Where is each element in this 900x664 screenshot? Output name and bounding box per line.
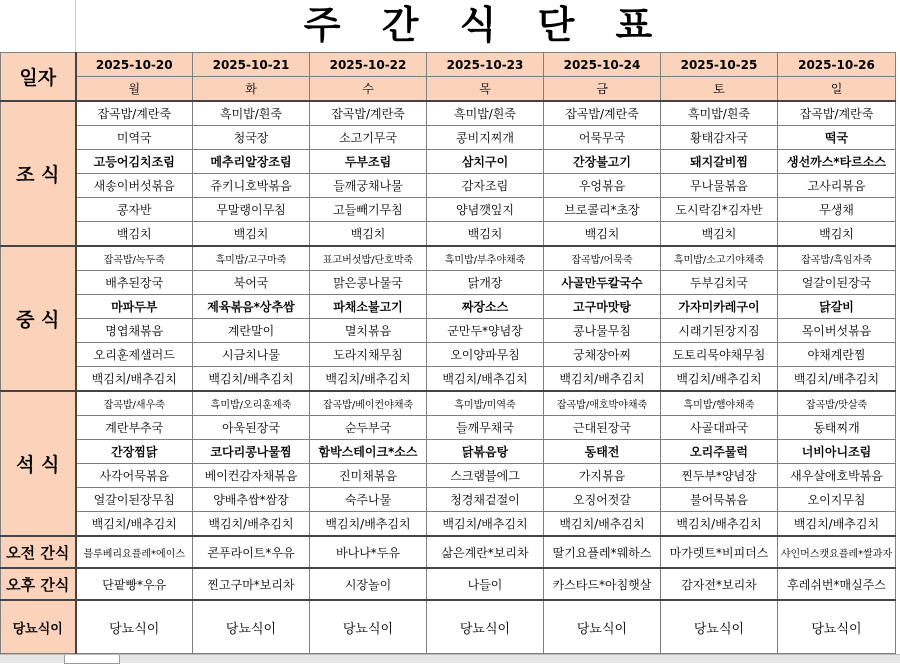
- breakfast-row: [1, 198, 896, 222]
- title-row: [0, 0, 900, 52]
- lunch-menu-cell: 잡곡밥/흑임자죽: [778, 246, 896, 271]
- lunch-menu-cell: 시래기된장지짐: [661, 319, 778, 343]
- lunch-menu-cell: 백김치/배추김치: [661, 367, 778, 392]
- snack_am-row: [1, 536, 896, 568]
- lunch-menu-cell: 고구마맛탕: [544, 295, 661, 319]
- dinner-menu-cell: 숙주나물: [310, 488, 427, 512]
- lunch-menu-cell: 흑미밥/소고기야채죽: [661, 246, 778, 271]
- date-row: [1, 53, 896, 77]
- diabetic-cell: 당뇨식이: [544, 600, 661, 654]
- dinner-menu-cell: 청경채겉절이: [427, 488, 544, 512]
- snack_am-cell: 블루베리요플레*에이스: [76, 536, 193, 568]
- breakfast-menu-cell: 어묵무국: [544, 126, 661, 150]
- dinner-menu-cell: 백김치/배추김치: [310, 512, 427, 537]
- lunch-row: [1, 246, 896, 271]
- sheet-tab-active[interactable]: [64, 655, 120, 664]
- snack_pm-cell: 나들이: [427, 568, 544, 600]
- breakfast-menu-cell: 새송이버섯볶음: [76, 174, 193, 198]
- breakfast-menu-cell: 백김치: [76, 222, 193, 247]
- breakfast-menu-cell: 흑미밥/흰죽: [661, 101, 778, 126]
- breakfast-menu-cell: 무생채: [778, 198, 896, 222]
- breakfast-menu-cell: 삼치구이: [427, 150, 544, 174]
- dinner-menu-cell: 불어묵볶음: [661, 488, 778, 512]
- diabetic-label: 당뇨식이: [1, 600, 76, 654]
- breakfast-menu-cell: 흑미밥/흰죽: [193, 101, 310, 126]
- snack_pm-cell: 찐고구마*보리차: [193, 568, 310, 600]
- dinner-menu-cell: 백김치/배추김치: [427, 512, 544, 537]
- date-cell: 2025-10-20: [76, 53, 193, 77]
- breakfast-menu-cell: 백김치: [544, 222, 661, 247]
- dinner-menu-cell: 오징어젓갈: [544, 488, 661, 512]
- snack_pm-cell: 감자전*보리차: [661, 568, 778, 600]
- breakfast-row: [1, 150, 896, 174]
- lunch-menu-cell: 닭개장: [427, 271, 544, 295]
- lunch-menu-cell: 야채계란찜: [778, 343, 896, 367]
- snack_pm-cell: 시장놀이: [310, 568, 427, 600]
- lunch-menu-cell: 백김치/배추김치: [778, 367, 896, 392]
- dinner-menu-cell: 새우살애호박볶음: [778, 464, 896, 488]
- lunch-menu-cell: 백김치/배추김치: [544, 367, 661, 392]
- dinner-menu-cell: 흑미밥/미역죽: [427, 391, 544, 416]
- snack_am-cell: 마가렛트*비피더스: [661, 536, 778, 568]
- lunch-menu-cell: 잡곡밥/어묵죽: [544, 246, 661, 271]
- snack_am-cell: 딸기요플레*웨하스: [544, 536, 661, 568]
- dinner-menu-cell: 간장찜닭: [76, 440, 193, 464]
- date-cell: 2025-10-22: [310, 53, 427, 77]
- dinner-menu-cell: 함박스테이크*소스: [310, 440, 427, 464]
- dinner-menu-cell: 백김치/배추김치: [193, 512, 310, 537]
- breakfast-menu-cell: 쥬키니호박볶음: [193, 174, 310, 198]
- breakfast-row: [1, 174, 896, 198]
- breakfast-menu-cell: 콩자반: [76, 198, 193, 222]
- dinner-menu-cell: 백김치/배추김치: [544, 512, 661, 537]
- day-cell: 토: [661, 77, 778, 102]
- dinner-menu-cell: 아욱된장국: [193, 416, 310, 440]
- lunch-menu-cell: 짜장소스: [427, 295, 544, 319]
- breakfast-menu-cell: 잡곡밥/계란죽: [310, 101, 427, 126]
- date-cell: 2025-10-26: [778, 53, 896, 77]
- lunch-menu-cell: 흑미밥/부추야채죽: [427, 246, 544, 271]
- dinner-menu-cell: 얼갈이된장무침: [76, 488, 193, 512]
- dinner-row: [1, 488, 896, 512]
- breakfast-menu-cell: 두부조림: [310, 150, 427, 174]
- lunch-menu-cell: 백김치/배추김치: [310, 367, 427, 392]
- diabetic-cell: 당뇨식이: [778, 600, 896, 654]
- breakfast-menu-cell: 감자조림: [427, 174, 544, 198]
- snack_pm-cell: 후레쉬번*매실주스: [778, 568, 896, 600]
- lunch-menu-cell: 맑은콩나물국: [310, 271, 427, 295]
- day-cell: 목: [427, 77, 544, 102]
- dinner-row: [1, 391, 896, 416]
- breakfast-menu-cell: 백김치: [661, 222, 778, 247]
- breakfast-menu-cell: 백김치: [778, 222, 896, 247]
- breakfast-menu-cell: 콩비지찌개: [427, 126, 544, 150]
- dinner-menu-cell: 근대된장국: [544, 416, 661, 440]
- lunch-menu-cell: 백김치/배추김치: [193, 367, 310, 392]
- day-cell: 수: [310, 77, 427, 102]
- dinner-menu-cell: 계란부추국: [76, 416, 193, 440]
- dinner-menu-cell: 잡곡밥/애호박야채죽: [544, 391, 661, 416]
- lunch-menu-cell: 두부김치국: [661, 271, 778, 295]
- date-cell: 2025-10-21: [193, 53, 310, 77]
- lunch-menu-cell: 백김치/배추김치: [427, 367, 544, 392]
- dinner-row: [1, 464, 896, 488]
- dinner-menu-cell: 진미채볶음: [310, 464, 427, 488]
- day-cell: 일: [778, 77, 896, 102]
- lunch-menu-cell: 오이양파무침: [427, 343, 544, 367]
- lunch-menu-cell: 궁채장아찌: [544, 343, 661, 367]
- lunch-menu-cell: 도라지채무침: [310, 343, 427, 367]
- breakfast-menu-cell: 도시락김*김자반: [661, 198, 778, 222]
- breakfast-menu-cell: 잡곡밥/계란죽: [544, 101, 661, 126]
- dinner-label: 석 식: [1, 391, 76, 536]
- snack_pm-label: 오후 간식: [1, 568, 76, 600]
- lunch-menu-cell: 북어국: [193, 271, 310, 295]
- breakfast-menu-cell: 황태감자국: [661, 126, 778, 150]
- breakfast-menu-cell: 간장불고기: [544, 150, 661, 174]
- dinner-menu-cell: 백김치/배추김치: [778, 512, 896, 537]
- breakfast-row: [1, 222, 896, 247]
- breakfast-menu-cell: 잡곡밥/계란죽: [76, 101, 193, 126]
- lunch-menu-cell: 백김치/배추김치: [76, 367, 193, 392]
- lunch-row: [1, 367, 896, 392]
- meal-table-body: [1, 53, 896, 654]
- snack_pm-cell: 카스타드*아침햇살: [544, 568, 661, 600]
- lunch-menu-cell: 멸치볶음: [310, 319, 427, 343]
- diabetic-cell: 당뇨식이: [661, 600, 778, 654]
- breakfast-menu-cell: 백김치: [310, 222, 427, 247]
- snack_am-cell: 바나나*두유: [310, 536, 427, 568]
- dinner-row: [1, 416, 896, 440]
- dinner-menu-cell: 너비아니조림: [778, 440, 896, 464]
- dinner-menu-cell: 코다리콩나물찜: [193, 440, 310, 464]
- lunch-menu-cell: 계란말이: [193, 319, 310, 343]
- dinner-menu-cell: 동태찌개: [778, 416, 896, 440]
- lunch-row: [1, 319, 896, 343]
- date-cell: 2025-10-25: [661, 53, 778, 77]
- dinner-menu-cell: 닭볶음탕: [427, 440, 544, 464]
- breakfast-menu-cell: 무말랭이무침: [193, 198, 310, 222]
- diabetic-cell: 당뇨식이: [193, 600, 310, 654]
- day-cell: 화: [193, 77, 310, 102]
- lunch-menu-cell: 마파두부: [76, 295, 193, 319]
- day-row: [1, 77, 896, 102]
- breakfast-menu-cell: 소고기무국: [310, 126, 427, 150]
- dinner-menu-cell: 오이지무침: [778, 488, 896, 512]
- dinner-menu-cell: 찐두부*양념장: [661, 464, 778, 488]
- date-cell: 2025-10-24: [544, 53, 661, 77]
- diabetic-row: [1, 600, 896, 654]
- dinner-menu-cell: 잡곡밥/새우죽: [76, 391, 193, 416]
- lunch-menu-cell: 제육볶음*상추쌈: [193, 295, 310, 319]
- breakfast-row: [1, 101, 896, 126]
- breakfast-menu-cell: 잡곡밥/계란죽: [778, 101, 896, 126]
- lunch-menu-cell: 잡곡밥/녹두죽: [76, 246, 193, 271]
- lunch-menu-cell: 오리훈제샐러드: [76, 343, 193, 367]
- lunch-row: [1, 295, 896, 319]
- date-label: 일자: [1, 53, 76, 102]
- lunch-row: [1, 271, 896, 295]
- breakfast-menu-cell: 떡국: [778, 126, 896, 150]
- date-cell: 2025-10-23: [427, 53, 544, 77]
- lunch-menu-cell: 콩나물무침: [544, 319, 661, 343]
- day-cell: 금: [544, 77, 661, 102]
- dinner-menu-cell: 가지볶음: [544, 464, 661, 488]
- lunch-menu-cell: 파채소불고기: [310, 295, 427, 319]
- page-title: 주 간 식 단 표: [303, 3, 667, 47]
- day-cell: 월: [76, 77, 193, 102]
- dinner-menu-cell: 사골대파국: [661, 416, 778, 440]
- diabetic-cell: 당뇨식이: [76, 600, 193, 654]
- lunch-row: [1, 343, 896, 367]
- breakfast-menu-cell: 미역국: [76, 126, 193, 150]
- breakfast-menu-cell: 청국장: [193, 126, 310, 150]
- breakfast-menu-cell: 브로콜리*초장: [544, 198, 661, 222]
- snack_am-cell: 샤인머스캣요플레*쌀과자: [778, 536, 896, 568]
- diabetic-cell: 당뇨식이: [427, 600, 544, 654]
- lunch-menu-cell: 배추된장국: [76, 271, 193, 295]
- dinner-menu-cell: 잡곡밥/베이컨야채죽: [310, 391, 427, 416]
- lunch-menu-cell: 닭갈비: [778, 295, 896, 319]
- breakfast-menu-cell: 백김치: [427, 222, 544, 247]
- meal-table: [0, 52, 896, 654]
- dinner-menu-cell: 잡곡밥/맛살죽: [778, 391, 896, 416]
- lunch-menu-cell: 가자미카레구이: [661, 295, 778, 319]
- breakfast-menu-cell: 양념깻잎지: [427, 198, 544, 222]
- lunch-menu-cell: 사골만두칼국수: [544, 271, 661, 295]
- breakfast-menu-cell: 백김치: [193, 222, 310, 247]
- dinner-menu-cell: 양배추쌈*쌈장: [193, 488, 310, 512]
- breakfast-menu-cell: 메추리알장조림: [193, 150, 310, 174]
- breakfast-menu-cell: 흑미밥/흰죽: [427, 101, 544, 126]
- lunch-menu-cell: 명엽채볶음: [76, 319, 193, 343]
- dinner-menu-cell: 흑미밥/오리훈제죽: [193, 391, 310, 416]
- snack_am-label: 오전 간식: [1, 536, 76, 568]
- dinner-menu-cell: 순두부국: [310, 416, 427, 440]
- breakfast-menu-cell: 고들빼기무침: [310, 198, 427, 222]
- breakfast-menu-cell: 돼지갈비찜: [661, 150, 778, 174]
- lunch-menu-cell: 시금치나물: [193, 343, 310, 367]
- snack_am-cell: 삶은계란*보리차: [427, 536, 544, 568]
- lunch-menu-cell: 도토리묵야채무침: [661, 343, 778, 367]
- breakfast-menu-cell: 우엉볶음: [544, 174, 661, 198]
- breakfast-menu-cell: 무나물볶음: [661, 174, 778, 198]
- lunch-menu-cell: 표고버섯밥/단호박죽: [310, 246, 427, 271]
- dinner-menu-cell: 흑미밥/햄야채죽: [661, 391, 778, 416]
- breakfast-menu-cell: 생선까스*타르소스: [778, 150, 896, 174]
- breakfast-menu-cell: 들깨궁채나물: [310, 174, 427, 198]
- dinner-menu-cell: 베이컨감자채볶음: [193, 464, 310, 488]
- breakfast-label: 조 식: [1, 101, 76, 246]
- snack_pm-cell: 단팥빵*우유: [76, 568, 193, 600]
- lunch-menu-cell: 흑미밥/고구마죽: [193, 246, 310, 271]
- snack_am-cell: 콘푸라이트*우유: [193, 536, 310, 568]
- breakfast-menu-cell: 고사리볶음: [778, 174, 896, 198]
- dinner-menu-cell: 백김치/배추김치: [661, 512, 778, 537]
- dinner-menu-cell: 사각어묵볶음: [76, 464, 193, 488]
- diabetic-cell: 당뇨식이: [310, 600, 427, 654]
- snack_pm-row: [1, 568, 896, 600]
- dinner-menu-cell: 오리주물럭: [661, 440, 778, 464]
- lunch-menu-cell: 얼갈이된장국: [778, 271, 896, 295]
- breakfast-menu-cell: 고등어김치조림: [76, 150, 193, 174]
- dinner-menu-cell: 동태전: [544, 440, 661, 464]
- lunch-menu-cell: 목이버섯볶음: [778, 319, 896, 343]
- dinner-row: [1, 512, 896, 537]
- dinner-row: [1, 440, 896, 464]
- dinner-menu-cell: 스크램블에그: [427, 464, 544, 488]
- lunch-label: 중 식: [1, 246, 76, 391]
- dinner-menu-cell: 들깨무채국: [427, 416, 544, 440]
- dinner-menu-cell: 백김치/배추김치: [76, 512, 193, 537]
- breakfast-row: [1, 126, 896, 150]
- title-left-cell: [0, 0, 76, 52]
- lunch-menu-cell: 군만두*양념장: [427, 319, 544, 343]
